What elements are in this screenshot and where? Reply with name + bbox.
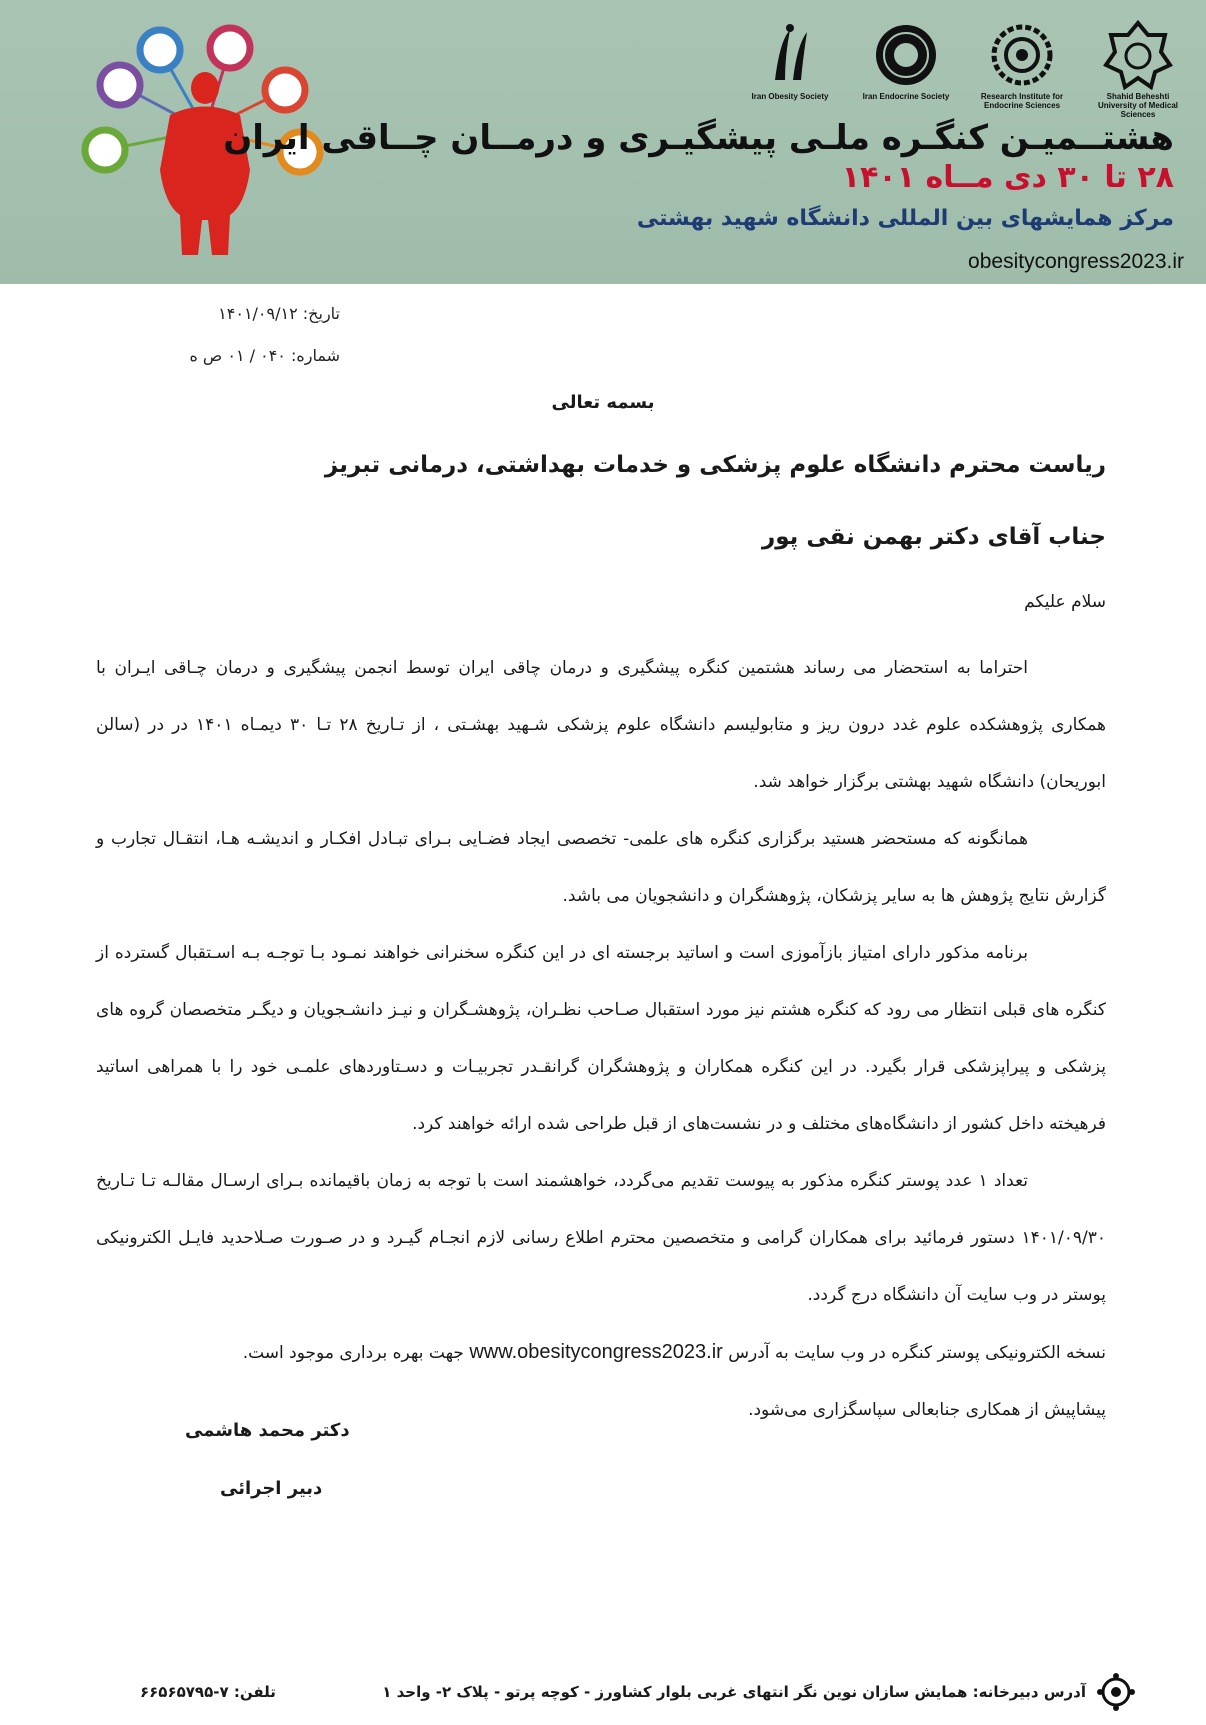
- logo-caption: Research Institute for Endocrine Sciences: [980, 92, 1064, 110]
- logo-row: [742, 20, 1186, 119]
- paragraph-2: همانگونه که مستحضر هستید برگزاری کنگره های علمی- تخصصی ایجاد فضـایی بـرای تبـادل افکـار و اندیشـه هـا، انتقـال تجارب و گزارش نتایج پژوهش ها به سایر پزشکان، پژوهشگران و دانشجویان می باشد.: [96, 829, 1106, 906]
- research-institute-icon: [987, 20, 1057, 90]
- letterhead: [0, 0, 1206, 284]
- paragraph-1: احتراما به استحضار می رساند هشتمین کنگره پیشگیری و درمان چاقی ایران توسط انجمن پیشگیری و درمان چـاقی ایـران با همکاری پژوهشکده علوم غدد درون ریز و متابولیسم دانشگاه علوم پزشکی شـهید بهشـتی ، از تـاریخ ۲۸ تـا ۳۰ دیمـاه ۱۴۰۱ در در (سالن ابوریحان) دانشگاه شهید بهشتی برگزار خواهد شد.: [96, 658, 1106, 792]
- footer-address-block: [382, 1672, 1136, 1712]
- congress-website: obesitycongress2023.ir: [968, 250, 1184, 273]
- footer: [140, 1672, 1136, 1712]
- endocrine-society-logo: [858, 20, 954, 119]
- obesity-society-icon: [755, 20, 825, 90]
- signatory-role: دبیر اجرائی: [220, 1478, 323, 1499]
- website-link[interactable]: www.obesitycongress2023.ir: [469, 1341, 723, 1363]
- basmala: بسمه تعالی: [551, 392, 655, 413]
- recipient-title: ریاست محترم دانشگاه علوم پزشکی و خدمات بهداشتی، درمانی تبریز: [324, 452, 1106, 478]
- congress-title: هشتــمیـن کنگـره ملـی پیشگیـری و درمــان چــاقی ایران: [223, 118, 1174, 158]
- paragraph-4: تعداد ۱ عدد پوستر کنگره مذکور به پیوست تقدیم می‌گردد، خواهشمند است با توجه به زمان باقیمانده بـرای ارسـال مقالـه تـا تـاریخ ۱۴۰۱/۰۹/۳۰ دستور فرمائید برای همکاران گرامی و متخصصین محترم اطلاع رسانی لازم انجـام گیـرد و در صـورت صـلاحدید فایـل الکترونیکی پوستر در وب سایت آن دانشگاه درج گردد.: [96, 1171, 1106, 1305]
- letter-date: تاریخ: ۱۴۰۱/۰۹/۱۲: [218, 304, 340, 323]
- logo-caption: Iran Obesity Society: [751, 92, 829, 101]
- logo-caption: Iran Endocrine Society: [862, 92, 950, 101]
- footer-address: آدرس دبیرخانه: همایش سازان نوین نگر انتهای غربی بلوار کشاورز - کوچه پرتو - پلاک ۲- واحد ۱: [382, 1683, 1086, 1701]
- sbmu-logo: [1090, 20, 1186, 119]
- congress-dates: ۲۸ تا ۳۰ دی مــاه ۱۴۰۱: [841, 160, 1174, 195]
- paragraph-5-end: جهت بهره برداری موجود است.: [242, 1343, 464, 1363]
- recipient-name: جناب آقای دکتر بهمن نقی پور: [762, 524, 1106, 550]
- letter-number: شماره: ۰۴۰ / ۰۱ ص ه: [189, 346, 340, 365]
- endocrine-society-icon: [871, 20, 941, 90]
- letter-body: [96, 640, 1106, 1439]
- greeting: سلام علیکم: [1024, 592, 1106, 612]
- congress-venue: مرکز همایشهای بین المللی دانشگاه شهید بهشتی: [636, 206, 1174, 231]
- paragraph-6: پیشاپیش از همکاری جنابعالی سپاسگزاری می‌شود.: [748, 1400, 1106, 1420]
- obesity-society-logo: [742, 20, 838, 119]
- logo-caption: Shahid Beheshti University of Medical Sciences: [1097, 92, 1179, 119]
- sbmu-icon: [1103, 20, 1173, 90]
- paragraph-5-start: نسخه الکترونیکی پوستر کنگره در وب سایت به آدرس: [728, 1343, 1106, 1363]
- organizer-logo-icon: [1096, 1672, 1136, 1712]
- signatory-name: دکتر محمد هاشمی: [185, 1420, 350, 1441]
- footer-phone: تلفن: ۷-۶۶۵۶۵۷۹۵: [140, 1683, 276, 1701]
- paragraph-3: برنامه مذکور دارای امتیاز بازآموزی است و اساتید برجسته ای در این کنگره سخنرانی خواهند نمـود بـا توجـه بـه اسـتقبال گسترده از کنگره های قبلی انتظار می رود که کنگره هشتم نیز مورد استقبال صـاحب نظـران، پژوهشـگران و نیـز دانشـجویان و دیگـر متخصصان گروه های پزشکی و پیراپزشکی قرار بگیرد. در این کنگره همکاران و پژوهشگران گرانقـدر تجربیـات و دسـتاوردهای علمـی خود را با همراهی اساتید فرهیخته داخل کشور از دانشگاه‌های مختلف و در نشست‌های از قبل طراحی شده ارائه خواهند کرد.: [96, 943, 1106, 1134]
- research-institute-logo: [974, 20, 1070, 119]
- paragraph-5: [96, 1324, 1106, 1382]
